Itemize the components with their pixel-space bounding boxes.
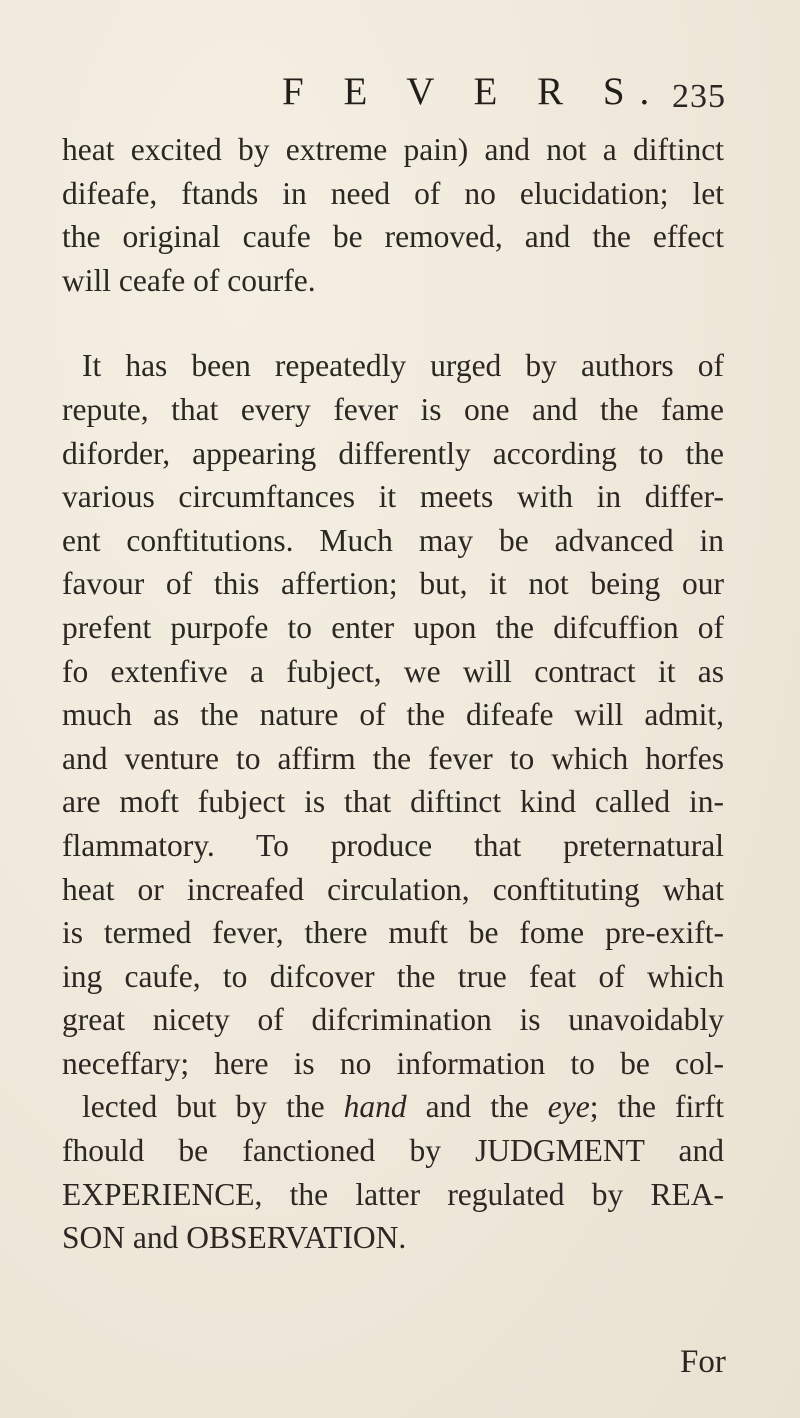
text-line-with-italics	[62, 1085, 724, 1129]
text-line: repute, that every fever is one and the fame	[62, 391, 724, 427]
text-fragment: and the	[406, 1089, 548, 1125]
text-line: the original caufe be removed, and the effect	[62, 219, 724, 255]
text-line: will ceafe of courfe.	[62, 262, 316, 298]
running-title: F E V E R S.	[282, 70, 665, 113]
text-line: favour of this affertion; but, it not being our	[62, 566, 724, 602]
text-line: It has been repeatedly urged by authors of	[82, 348, 724, 384]
italic-word-hand: hand	[343, 1089, 407, 1125]
text-line: ing caufe, to difcover the true feat of which	[62, 958, 724, 994]
paragraph-1	[62, 128, 724, 302]
text-line: heat or increafed circulation, conftituting what	[62, 871, 724, 907]
text-line: ent conftitutions. Much may be advanced in	[62, 522, 724, 558]
text-fragment: lected but by the	[82, 1089, 344, 1125]
italic-word-eye: eye	[547, 1089, 590, 1125]
text-line: various circumftances it meets with in differ-	[62, 479, 724, 515]
text-line: and venture to affirm the fever to which horfes	[62, 740, 724, 776]
paragraph-2	[62, 344, 724, 1259]
text-line: SON and OBSERVATION.	[62, 1220, 407, 1256]
text-fragment: ; the firft	[589, 1089, 724, 1125]
text-line: fo extenfive a fubject, we will contract it as	[62, 653, 724, 689]
paragraph-gap	[62, 302, 724, 344]
text-line: prefent purpofe to enter upon the difcuffion of	[62, 609, 724, 645]
text-line: flammatory. To produce that preternatural	[62, 827, 724, 863]
text-line: is termed fever, there muft be fome pre-exift-	[62, 915, 724, 951]
text-line: diforder, appearing differently according to the	[62, 435, 724, 471]
text-line: difeafe, ftands in need of no elucidation; let	[62, 175, 724, 211]
catchword: For	[680, 1344, 726, 1380]
running-head	[0, 66, 800, 116]
text-line: great nicety of difcrimination is unavoidably	[62, 1002, 724, 1038]
page-number: 235	[672, 78, 726, 115]
text-line: are moft fubject is that diftinct kind called in-	[62, 784, 724, 820]
text-line: heat excited by extreme pain) and not a diftinct	[62, 132, 724, 167]
text-line: fhould be fanctioned by JUDGMENT and	[62, 1133, 724, 1169]
text-line: EXPERIENCE, the latter regulated by REA-	[62, 1176, 724, 1212]
text-line: neceffary; here is no information to be col-	[62, 1045, 724, 1081]
body-text	[62, 128, 724, 1260]
text-line: much as the nature of the difeafe will admit,	[62, 697, 724, 733]
